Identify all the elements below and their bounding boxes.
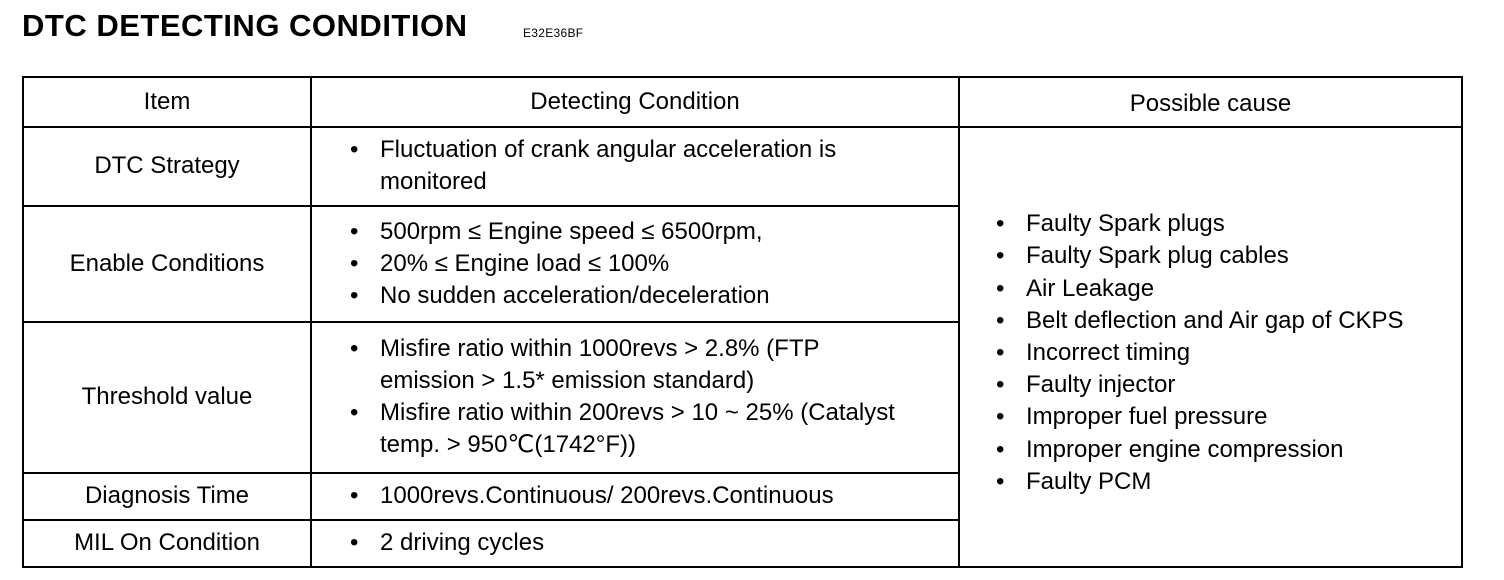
condition-bullet: • 2 driving cycles — [350, 527, 958, 559]
row-item-label: Diagnosis Time — [23, 473, 311, 520]
possible-causes-cell — [959, 127, 1462, 567]
cause-bullet: • Faulty PCM — [996, 466, 1461, 498]
cause-bullet: • Belt deflection and Air gap of CKPS — [996, 305, 1461, 337]
row-conditions — [311, 520, 959, 567]
row-item-label: Enable Conditions — [23, 206, 311, 322]
row-conditions — [311, 127, 959, 205]
document-code: E32E36BF — [523, 26, 584, 40]
column-header-possible-cause: Possible cause — [959, 77, 1462, 127]
condition-bullet: • 1000revs.Continuous/ 200revs.Continuous — [350, 480, 958, 512]
condition-bullet: • Misfire ratio within 1000revs > 2.8% (FTP emission > 1.5* emission standard) — [350, 333, 905, 397]
row-conditions — [311, 322, 959, 473]
row-item-label: DTC Strategy — [23, 127, 311, 205]
cause-bullet: • Faulty Spark plug cables — [996, 240, 1461, 272]
row-item-label: MIL On Condition — [23, 520, 311, 567]
dtc-condition-table — [22, 76, 1463, 568]
page-title: DTC DETECTING CONDITION — [22, 8, 468, 43]
cause-bullet: • Improper fuel pressure — [996, 401, 1461, 433]
table-row — [23, 127, 1462, 205]
condition-bullet: • 500rpm ≤ Engine speed ≤ 6500rpm, — [350, 216, 958, 248]
row-item-label: Threshold value — [23, 322, 311, 473]
condition-bullet: • Fluctuation of crank angular acceleration is monitored — [350, 134, 870, 198]
cause-bullet: • Faulty injector — [996, 369, 1461, 401]
header-row — [23, 77, 1462, 127]
row-conditions — [311, 473, 959, 520]
condition-bullet: • No sudden acceleration/deceleration — [350, 280, 958, 312]
cause-bullet: • Incorrect timing — [996, 337, 1461, 369]
column-header-item: Item — [23, 77, 311, 127]
condition-bullet: • Misfire ratio within 200revs > 10 ~ 25% (Catalyst temp. > 950℃(1742°F)) — [350, 397, 905, 461]
row-conditions — [311, 206, 959, 322]
condition-bullet: • 20% ≤ Engine load ≤ 100% — [350, 248, 958, 280]
cause-bullet: • Improper engine compression — [996, 434, 1461, 466]
cause-bullet: • Faulty Spark plugs — [996, 208, 1461, 240]
column-header-detecting-condition: Detecting Condition — [311, 77, 959, 127]
cause-bullet: • Air Leakage — [996, 273, 1461, 305]
